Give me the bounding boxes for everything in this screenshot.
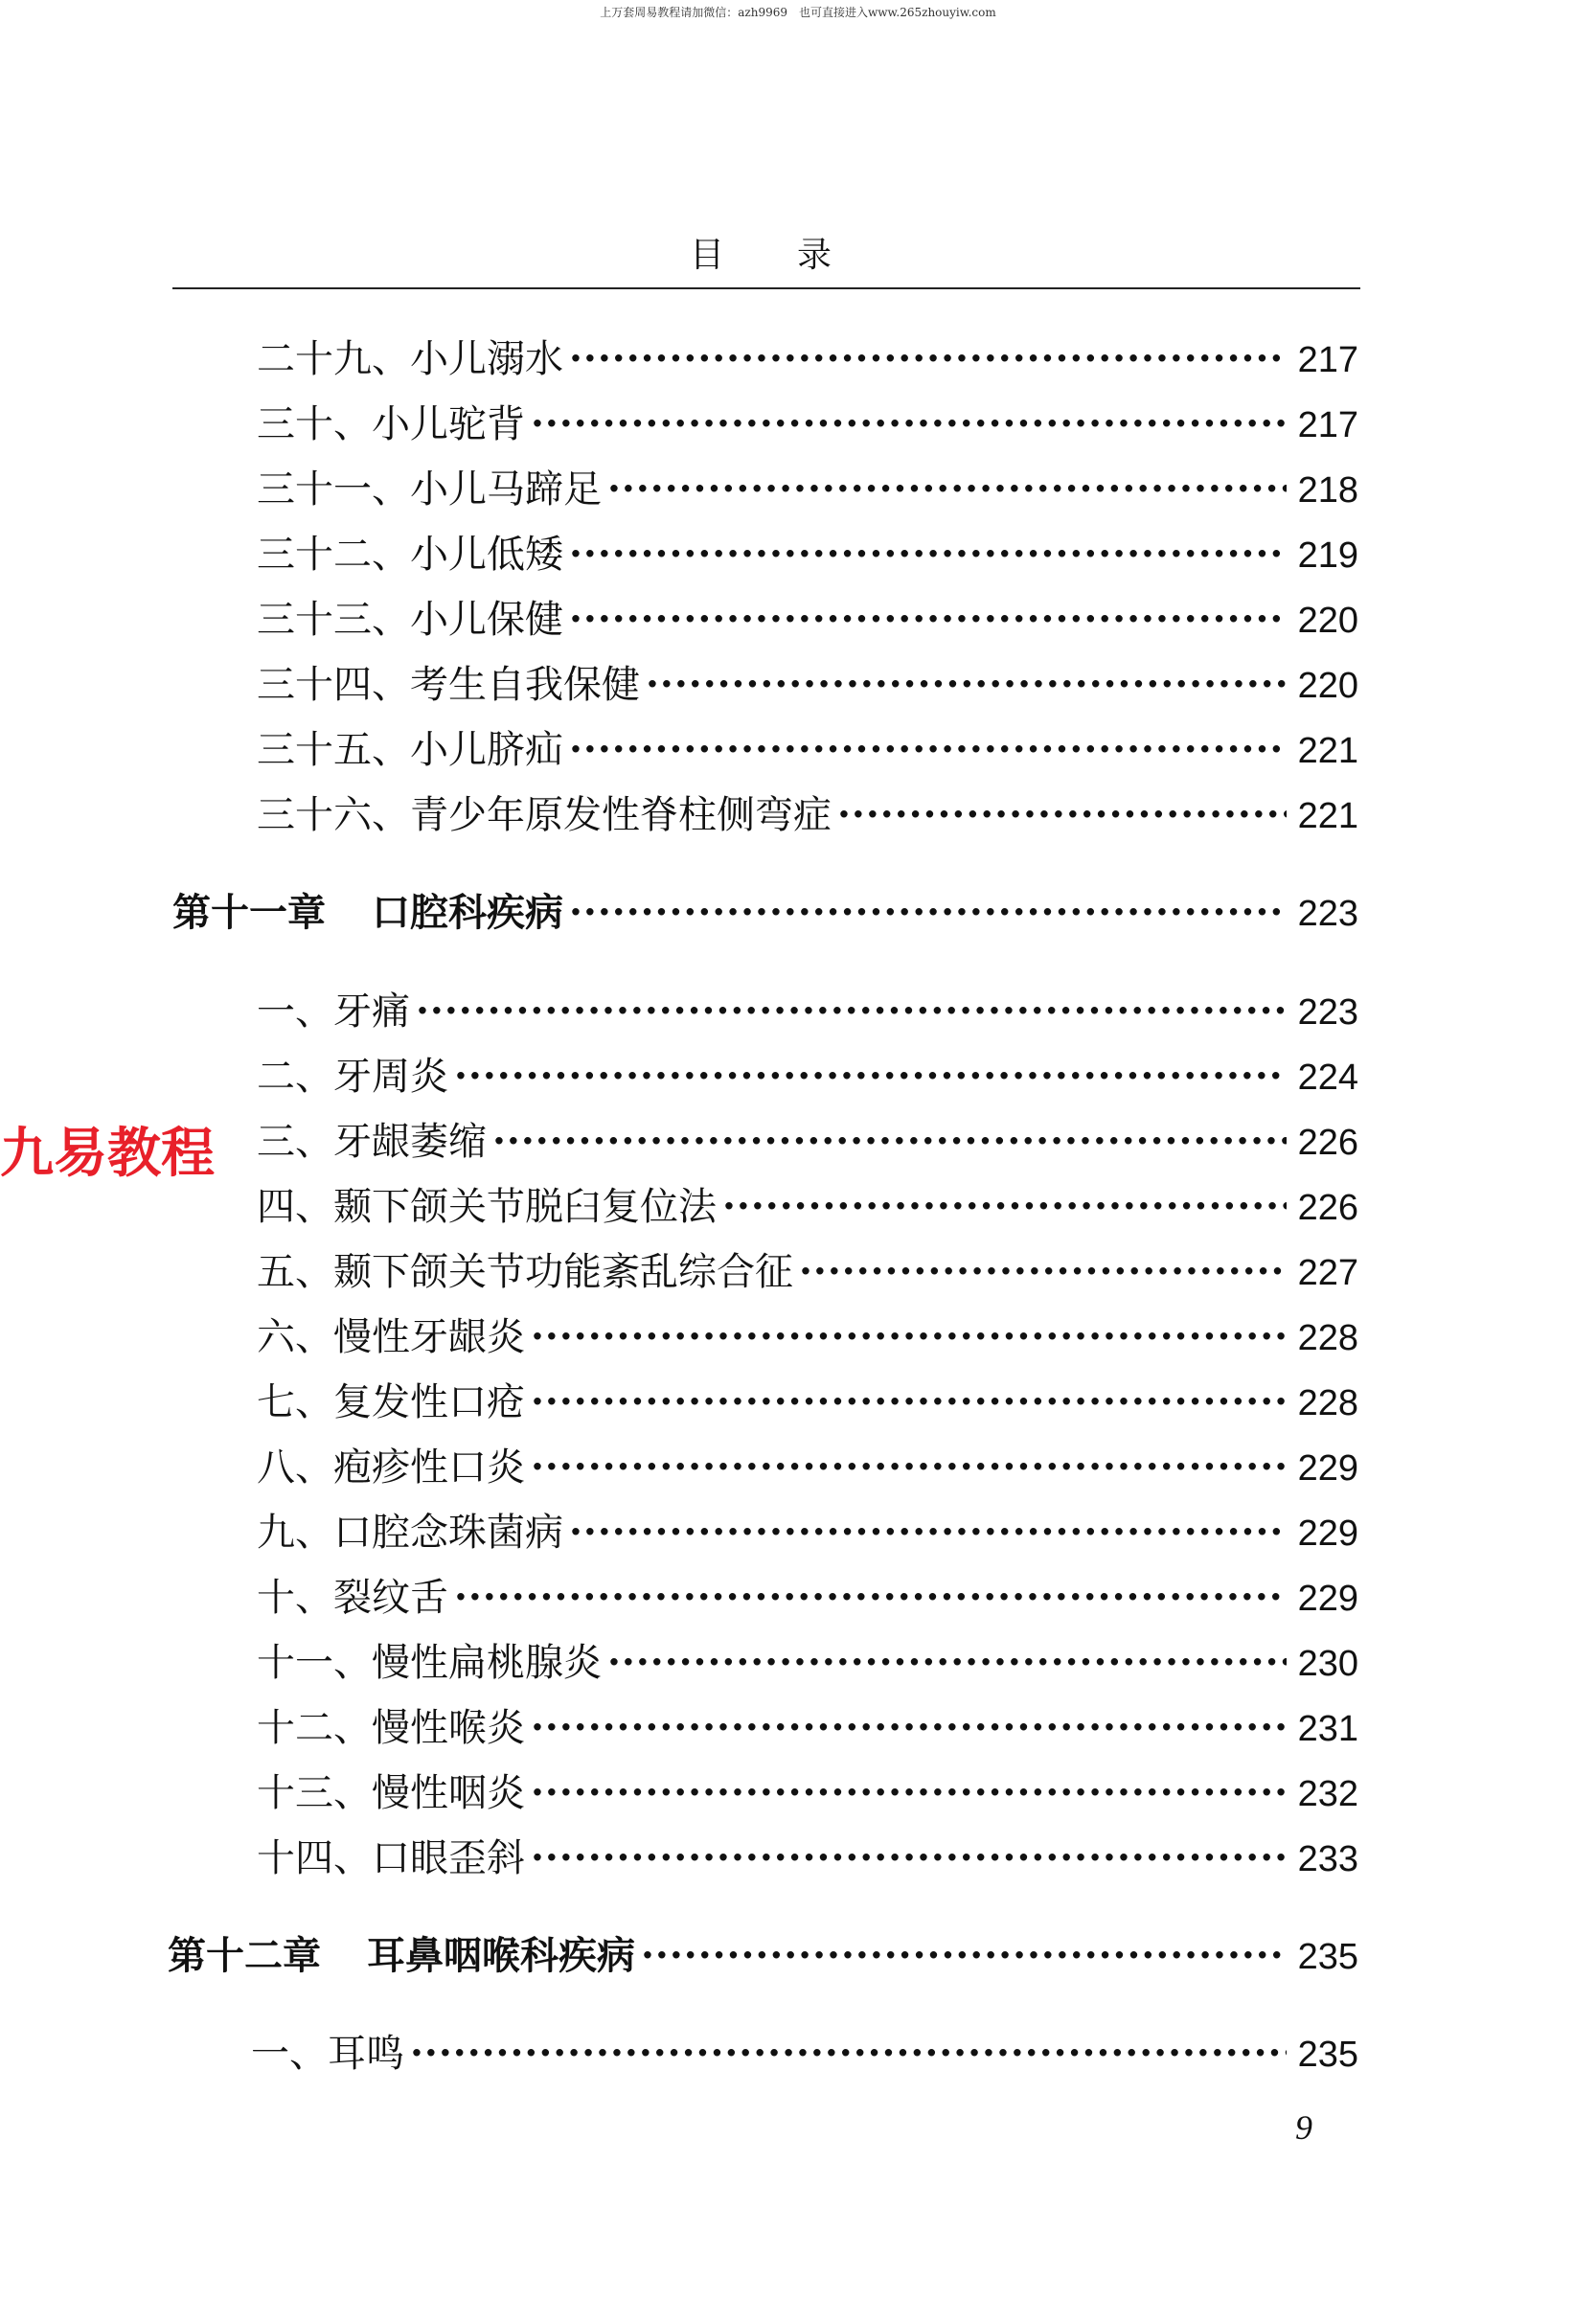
toc-entry[interactable] [257,721,1358,779]
toc-entry-title: 九、口腔念珠菌病 [257,1511,563,1555]
leader-dots [531,1374,1287,1431]
toc-entry-page: 235 [1297,2035,1358,2075]
toc-entry[interactable] [257,1113,1358,1171]
toc-chapter[interactable] [168,1927,1358,1985]
toc-entry-page: 228 [1297,1318,1358,1358]
leader-dots [641,1927,1287,1985]
toc-entry-page: 233 [1297,1839,1358,1879]
toc-entry-title: 三十、小儿驼背 [257,402,525,446]
chapter-number: 第十二章 [168,1933,321,1978]
toc-entry-title: 二、牙周炎 [257,1055,448,1099]
leader-dots [607,461,1287,518]
leader-dots [569,526,1287,583]
leader-dots [531,396,1287,453]
leader-dots [531,1764,1287,1822]
chapter-name: 口腔科疾病 [372,890,563,935]
leader-dots [492,1113,1287,1171]
header-rule [172,287,1360,289]
top-note: 上万套周易教程请加微信：azh9969 也可直接进入www.265zhouyiw.com [600,6,996,19]
leader-dots [531,1308,1287,1366]
toc-entry-title: 三十三、小儿保健 [257,598,563,642]
toc-entry[interactable] [257,1764,1358,1822]
toc-entry-page: 223 [1297,894,1358,934]
toc-entry-title: 十三、慢性咽炎 [257,1771,525,1815]
leader-dots [569,591,1287,648]
toc-entry[interactable] [257,330,1358,388]
toc-entry-page: 229 [1297,1579,1358,1619]
toc-entry-page: 224 [1297,1058,1358,1098]
page-header [690,228,832,277]
toc-chapter-title [172,884,563,942]
toc-entry[interactable] [257,1048,1358,1105]
toc-entry-page: 227 [1297,1253,1358,1293]
toc-entry-title: 十二、慢性喉炎 [257,1706,525,1750]
toc-entry-page: 230 [1297,1644,1358,1684]
toc-entry[interactable] [257,461,1358,518]
toc-entry-title: 二十九、小儿溺水 [257,337,563,381]
toc-entry-page: 235 [1297,1937,1358,1977]
toc-entry-title: 十四、口眼歪斜 [257,1836,525,1880]
toc-entry[interactable] [257,656,1358,714]
toc-entry[interactable] [257,1699,1358,1757]
leader-dots [646,656,1287,714]
toc-entry-page: 219 [1297,535,1358,576]
toc-entry[interactable] [257,1830,1358,1887]
toc-entry-title: 十、裂纹舌 [257,1576,448,1620]
toc-chapter[interactable] [172,884,1358,942]
leader-dots [416,983,1287,1040]
toc-entry-page: 226 [1297,1188,1358,1228]
leader-dots [569,884,1287,942]
toc-entry-title: 三十二、小儿低矮 [257,533,563,577]
toc-entry-page: 218 [1297,470,1358,511]
toc-entry[interactable] [257,1504,1358,1561]
toc-entry-page: 217 [1297,405,1358,445]
toc-entry-page: 228 [1297,1383,1358,1423]
leader-dots [799,1243,1287,1301]
toc-entry[interactable] [257,786,1358,844]
leader-dots [531,1830,1287,1887]
leader-dots [722,1178,1287,1236]
toc-entry-page: 229 [1297,1513,1358,1554]
toc-entry-page: 221 [1297,796,1358,836]
toc-entry-page: 231 [1297,1709,1358,1749]
leader-dots [569,721,1287,779]
leader-dots [454,1569,1287,1627]
toc-entry-page: 232 [1297,1774,1358,1814]
toc-entry[interactable] [257,1243,1358,1301]
leader-dots [607,1634,1287,1692]
toc-entry-page: 220 [1297,666,1358,706]
leader-dots [569,330,1287,388]
chapter-number: 第十一章 [172,890,326,935]
leader-dots [531,1439,1287,1496]
toc-entry[interactable] [257,1569,1358,1627]
toc-entry[interactable] [257,1634,1358,1692]
toc-entry-page: 226 [1297,1123,1358,1163]
toc-entry-title: 三十一、小儿马蹄足 [257,467,602,512]
toc-entry[interactable] [257,396,1358,453]
toc-entry[interactable] [257,1178,1358,1236]
toc-entry-title: 三十六、青少年原发性脊柱侧弯症 [257,793,832,837]
toc-entry-page: 217 [1297,340,1358,380]
leader-dots [837,786,1287,844]
leader-dots [531,1699,1287,1757]
toc-entry-title: 七、复发性口疮 [257,1380,525,1424]
watermark-text: 九易教程 [0,1123,215,1185]
toc-entry[interactable] [257,1374,1358,1431]
toc-entry[interactable] [257,1439,1358,1496]
header-char-2: 录 [797,236,832,275]
toc-entry-page: 221 [1297,731,1358,771]
toc-entry-title: 五、颞下颌关节功能紊乱综合征 [257,1250,793,1294]
leader-dots [410,2025,1287,2082]
toc-entry-page: 223 [1297,992,1358,1033]
toc-entry[interactable] [257,983,1358,1040]
toc-entry-title: 一、耳鸣 [251,2032,404,2076]
toc-entry[interactable] [257,1308,1358,1366]
toc-entry[interactable] [251,2025,1358,2082]
toc-entry-title: 三十五、小儿脐疝 [257,728,563,772]
toc-entry-title: 六、慢性牙龈炎 [257,1315,525,1359]
leader-dots [569,1504,1287,1561]
toc-entry-page: 229 [1297,1448,1358,1489]
page-number: 9 [1295,2108,1312,2147]
toc-entry[interactable] [257,591,1358,648]
toc-entry[interactable] [257,526,1358,583]
header-char-1: 目 [690,236,725,275]
toc-entry-title: 一、牙痛 [257,990,410,1034]
chapter-name: 耳鼻咽喉科疾病 [367,1933,635,1978]
toc-entry-title: 八、疱疹性口炎 [257,1445,525,1490]
toc-entry-title: 三十四、考生自我保健 [257,663,640,707]
toc-entry-title: 四、颞下颌关节脱臼复位法 [257,1185,717,1229]
toc-entry-title: 十一、慢性扁桃腺炎 [257,1641,602,1685]
toc-entry-page: 220 [1297,601,1358,641]
toc-entry-title: 三、牙龈萎缩 [257,1120,487,1164]
toc-chapter-title [168,1927,635,1985]
leader-dots [454,1048,1287,1105]
